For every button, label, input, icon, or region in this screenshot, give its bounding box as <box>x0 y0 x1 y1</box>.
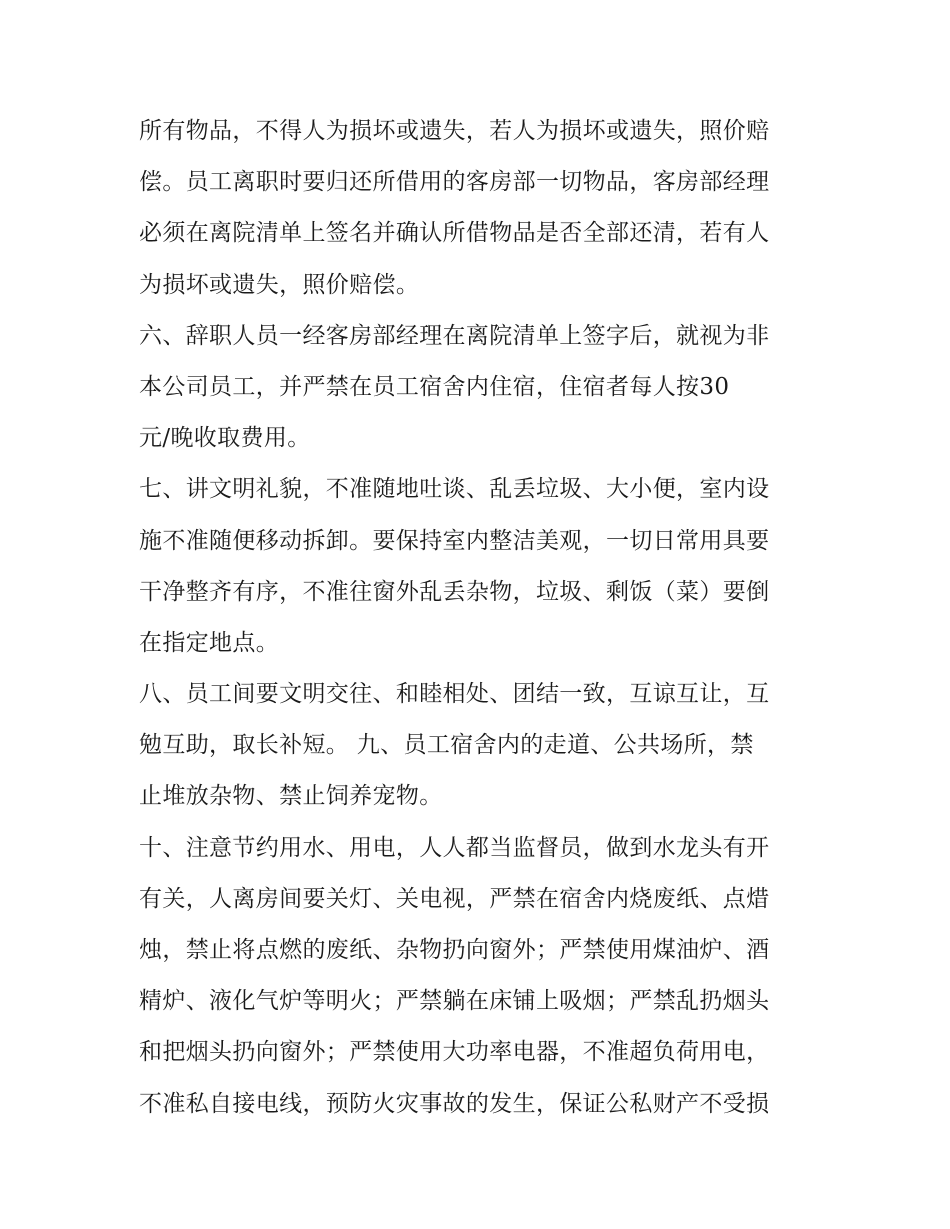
text-line: 所有物品，不得人为损坏或遗失，若人为损坏或遗失，照价赔 <box>139 118 770 144</box>
text-line: 七、讲文明礼貌，不准随地吐谈、乱丢垃圾、大小便，室内设 <box>139 476 770 503</box>
text-line: 偿。员工离职时要归还所借用的客房部一切物品，客房部经理 <box>139 169 770 196</box>
text-line: 有关，人离房间要关灯、关电视，严禁在宿舍内烧废纸、点焟 <box>139 885 770 912</box>
text-line: 不准私自接电线，预防火灾事故的发生，保证公私财产不受损 <box>139 1090 770 1117</box>
text-line: 止堆放杂物、禁止饲养宠物。 <box>139 783 443 810</box>
text-line: 必须在离院清单上签名并确认所借物品是否全部还清，若有人 <box>139 220 770 247</box>
text-line: 精炉、液化气炉等明火；严禁躺在床铺上吸烟；严禁乱扔烟头 <box>139 988 770 1015</box>
text-line: 十、注意节约用水、用电，人人都当监督员，做到水龙头有开 <box>139 834 770 861</box>
text-line: 烛，禁止将点燃的废纸、杂物扔向窗外；严禁使用煤油炉、酒 <box>139 937 770 963</box>
text-line: 干净整齐有序，不准往窗外乱丢杂物，垃圾、剩饭（菜）要倒 <box>139 578 770 605</box>
text-line: 六、辞职人员一经客房部经理在离院清单上签字后，就视为非 <box>139 322 770 349</box>
text-line: 本公司员工，并严禁在员工宿舍内住宿，住宿者每人按30 <box>139 373 730 400</box>
document-body <box>139 106 819 1130</box>
text-line: 施不准随便移动拆卸。要保持室内整洁美观，一切日常用具要 <box>139 527 770 554</box>
text-line: 元/晚收取费用。 <box>139 425 311 452</box>
text-line: 勉互助，取长补短。 九、员工宿舍内的走道、公共场所，禁 <box>139 732 754 759</box>
text-line: 八、员工间要文明交往、和睦相处、团结一致，互谅互让，互 <box>139 681 770 708</box>
text-line: 和把烟头扔向窗外；严禁使用大功率电器，不准超负荷用电， <box>139 1039 770 1066</box>
text-line: 在指定地点。 <box>139 629 280 656</box>
text-line: 为损坏或遗失，照价赔偿。 <box>139 271 420 298</box>
